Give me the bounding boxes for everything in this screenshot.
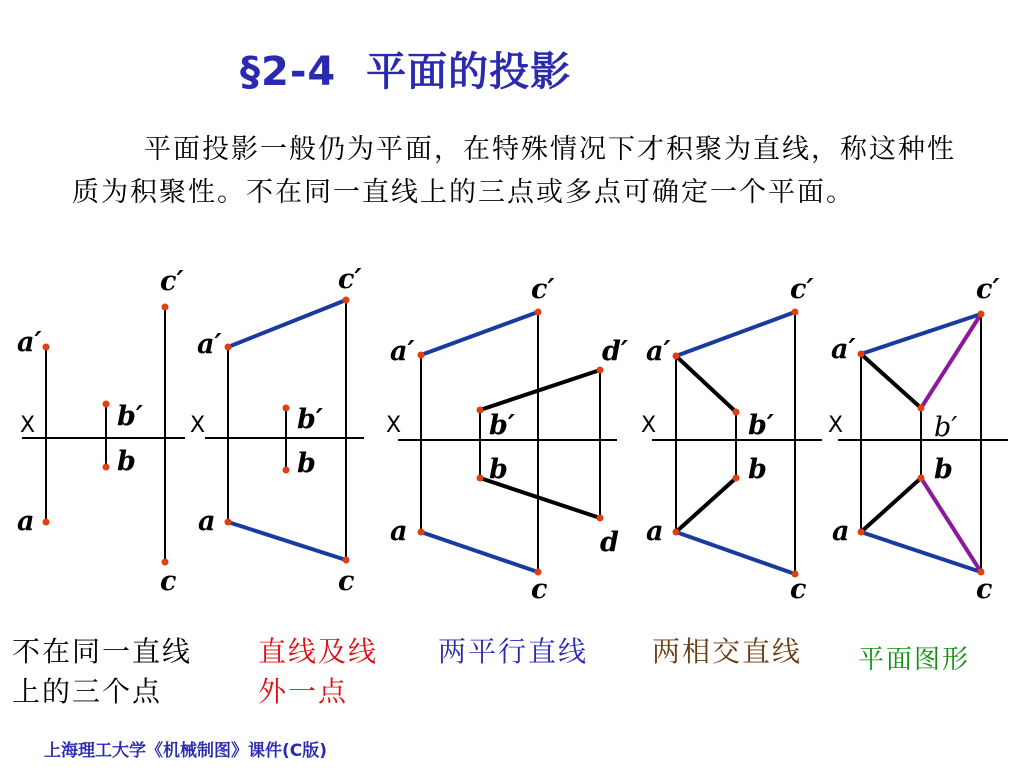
point-b-prime: [733, 409, 740, 416]
caption-line: 直线及线: [258, 635, 379, 668]
point-a-prime: [858, 351, 865, 358]
figure-plane-figure: [828, 274, 1008, 605]
label-b: b: [934, 454, 953, 485]
edge-a-prime-c-prime: [861, 314, 981, 354]
slide-title: §2-4 平面的投影: [240, 49, 572, 95]
point-c-prime: [792, 309, 799, 316]
point-a: [43, 519, 50, 526]
label-c-prime: c′: [976, 274, 1000, 305]
point-c-prime: [162, 304, 169, 311]
label-a: a: [17, 506, 35, 537]
caption-line: 两相交直线: [652, 635, 803, 668]
edge-a-c: [676, 532, 795, 574]
point-a: [673, 529, 680, 536]
caption-line: 不在同一直线: [12, 635, 193, 668]
edge-b-c: [921, 478, 981, 572]
label-c: c: [790, 574, 807, 605]
label-d-prime: d′: [602, 336, 628, 367]
footer-course-label: 上海理工大学《机械制图》课件(C版): [44, 741, 328, 761]
label-c-prime: c′: [531, 274, 555, 305]
x-axis-label: X: [386, 413, 402, 438]
label-b-prime: b′: [934, 412, 958, 443]
point-b-prime: [477, 407, 484, 414]
x-axis-label: X: [828, 413, 844, 438]
x-axis-label: X: [20, 413, 36, 438]
caption-line: 上的三个点: [12, 675, 163, 708]
point-a-prime: [43, 344, 50, 351]
point-a-prime: [225, 344, 232, 351]
edge-a-c: [861, 532, 981, 572]
label-b-prime: b′: [748, 410, 774, 441]
edge-a-b: [861, 478, 921, 532]
label-a: a: [646, 516, 664, 547]
label-b-prime: b′: [117, 401, 143, 432]
label-c-prime: c′: [790, 274, 814, 305]
caption-intersecting-lines: [652, 632, 802, 672]
figure-two-intersecting-lines: [641, 274, 822, 605]
point-b: [733, 475, 740, 482]
point-b: [103, 464, 110, 471]
point-c: [343, 557, 350, 564]
label-a: a: [832, 516, 850, 547]
point-a-prime: [673, 353, 680, 360]
point-a: [225, 519, 232, 526]
x-axis-label: X: [190, 413, 206, 438]
label-c: c: [976, 574, 993, 605]
label-d: d: [600, 527, 619, 558]
point-d: [597, 515, 604, 522]
label-c-prime: c′: [160, 266, 184, 297]
intro-paragraph: 平面投影一般仍为平面，在特殊情况下才积聚为直线，称这种性质为积聚性。不在同一直线上的三点或多点可确定一个平面。: [72, 134, 956, 208]
label-c: c: [160, 566, 177, 597]
label-a-prime: a′: [17, 327, 42, 358]
label-c: c: [338, 566, 355, 597]
point-a-prime: [418, 352, 425, 359]
label-b-prime: b′: [297, 404, 323, 435]
label-b: b: [297, 448, 316, 479]
figure-three-points: [17, 266, 185, 597]
edge-a-c: [228, 522, 346, 560]
edge-a-prime-c-prime: [676, 312, 795, 356]
x-axis-label: X: [641, 413, 657, 438]
edge-a-c: [421, 532, 538, 572]
label-c: c: [531, 574, 548, 605]
edge-a-prime-b-prime: [676, 356, 736, 412]
figure-two-parallel-lines: [386, 274, 628, 605]
point-b-prime: [103, 401, 110, 408]
point-a: [858, 529, 865, 536]
label-a-prime: a′: [390, 336, 415, 367]
edge-a-prime-c-prime: [228, 300, 346, 347]
point-a: [418, 529, 425, 536]
caption-plane-figure: [858, 640, 970, 680]
caption-line-and-point: [258, 632, 378, 712]
label-a: a: [390, 516, 408, 547]
point-b: [477, 475, 484, 482]
edge-a-prime-c-prime: [421, 312, 538, 355]
label-b-prime: b′: [489, 410, 515, 441]
label-b: b: [117, 446, 136, 477]
caption-line: 平面图形: [858, 645, 971, 675]
figure-line-and-point: [190, 264, 364, 597]
point-c-prime: [978, 311, 985, 318]
point-c-prime: [343, 297, 350, 304]
point-c: [162, 559, 169, 566]
label-a: a: [198, 506, 216, 537]
point-c-prime: [535, 309, 542, 316]
edge-a-prime-b-prime: [861, 354, 921, 408]
point-b: [918, 475, 925, 482]
edge-b-prime-d-prime: [480, 370, 600, 410]
point-b-prime: [283, 405, 290, 412]
label-c-prime: c′: [338, 264, 362, 295]
point-b: [283, 467, 290, 474]
label-a-prime: a′: [197, 329, 222, 360]
label-a-prime: a′: [646, 336, 671, 367]
point-b-prime: [918, 405, 925, 412]
label-b: b: [489, 454, 508, 485]
point-d-prime: [597, 367, 604, 374]
label-a-prime: a′: [831, 334, 856, 365]
caption-line: 外一点: [258, 675, 349, 708]
edge-b-prime-c-prime: [921, 314, 981, 408]
edge-a-b: [676, 478, 736, 532]
caption-parallel-lines: [438, 632, 588, 672]
caption-line: 两平行直线: [438, 635, 589, 668]
caption-three-points: [12, 632, 192, 712]
label-b: b: [748, 454, 767, 485]
